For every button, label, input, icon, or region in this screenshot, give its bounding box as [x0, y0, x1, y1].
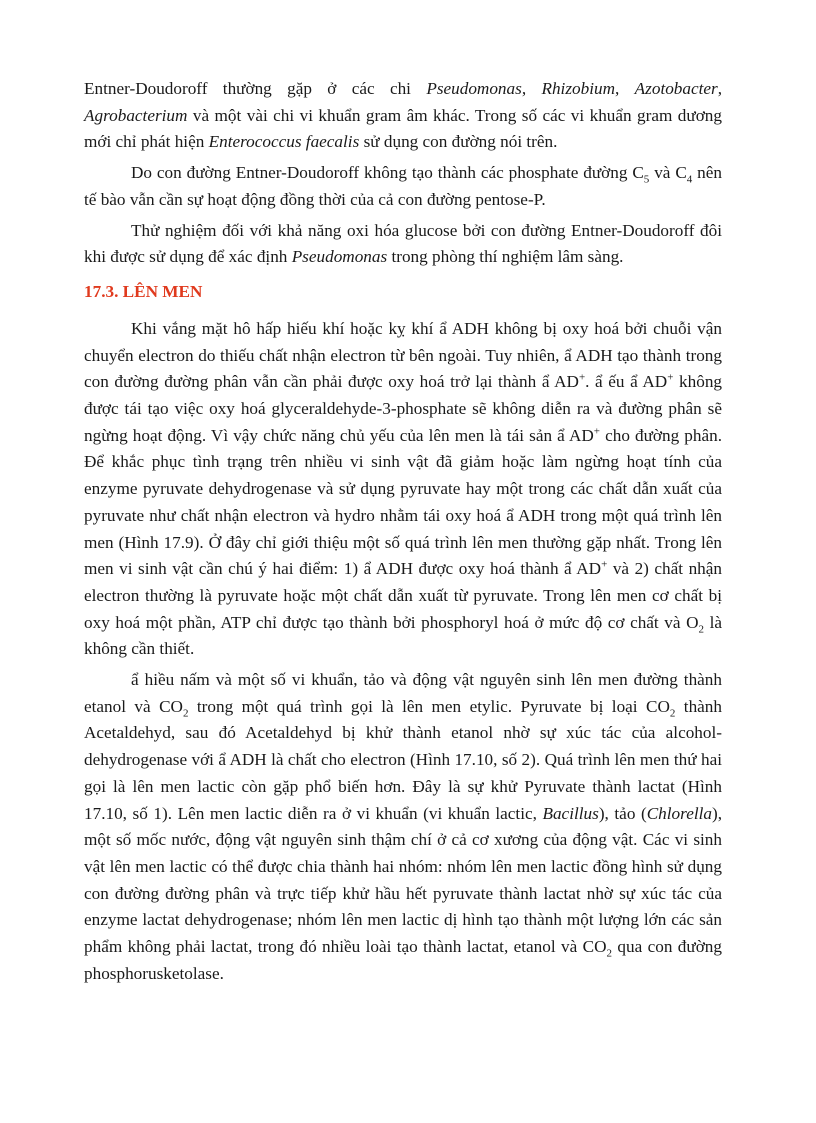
- paragraph-pentose-phosphate: Do con đường Entner-Doudoroff không tạo thành các phosphate đường $C_5$ và $C_4$ nên tế bào vẫn cần sự hoạt động đồng thời của cả con đường pentose-P.: [84, 163, 722, 209]
- paragraph-ethanol-lactic: ẩ hiều nấm và một số vi khuẩn, tảo và động vật nguyên sinh lên men đường thành etanol và $CO_2$ trong một quá trình gọi là lên men etylic. Pyruvate bị loại $CO_2$ thành Acetaldehyd, sau đó Acetaldehyd bị khử thành etanol nhờ sự xúc tác của alcohol-dehydrogenase với ẩ ADH là chất cho electron (Hình 17.10, số 2). Quá trình lên men thứ hai gọi là lên men lactic còn gặp phổ biến hơn. Đây là sự khử Pyruvate thành lactat (Hình 17.10, số 1). Lên men lactic diễn ra ở vi khuẩn (vi khuẩn lactic, Bacillus), tảo (Chlorella), một số mốc nước, động vật nguyên sinh thậm chí ở cả cơ xương của động vật. Các vi sinh vật lên men lactic có thể được chia thành hai nhóm: nhóm lên men lactic đồng hình sử dụng con đường đường phân và trực tiếp khử hầu hết pyruvate thành lactat nhờ sự xúc tác của enzyme lactat dehydrogenase; nhóm lên men lactic dị hình tạo thành một lượng lớn các sản phẩm không phải lactat, trong đó nhiều loài tạo thành lactat, etanol và $CO_2$ qua con đường phosphorusketolase.: [84, 670, 722, 983]
- paragraph-clinical-test: Thử nghiệm đối với khả năng oxi hóa glucose bởi con đường Entner-Doudoroff đôi khi được sử dụng để xác định Pseudomonas trong phòng thí nghiệm lâm sàng.: [84, 220, 722, 267]
- section-heading: 17.3. LÊN MEN: [84, 281, 203, 301]
- paragraphs-top: [84, 76, 722, 271]
- document-page: [84, 76, 722, 988]
- paragraph-fermentation-intro: Khi vắng mặt hô hấp hiếu khí hoặc kỵ khí ẩ ADH không bị oxy hoá bởi chuỗi vận chuyển electron do thiếu chất nhận electron từ bên ngoài. Tuy nhiên, ẩ ADH tạo thành trong con đường đường phân vẫn cần phải được oxy hoá trở lại thành ẩ AD+. ẩ ếu ẩ AD+ không được tái tạo việc oxy hoá glyceraldehyde-3-phosphate sẽ không diễn ra và đường phân sẽ ngừng hoạt động. Vì vậy chức năng chủ yếu của lên men là tái sản ẩ AD+ cho đường phân. Để khắc phục tình trạng trên nhiều vi sinh vật đã giảm hoặc làm ngừng hoạt tính của enzyme pyruvate dehydrogenase và sử dụng pyruvate hay một trong các chất dẫn xuất của pyruvate như chất nhận electron và hydro nhằm tái oxy hoá ẩ ADH trong một quá trình lên men (Hình 17.9). Ở đây chỉ giới thiệu một số quá trình lên men thường gặp nhất. Trong lên men vi sinh vật cần chú ý hai điểm: 1) ẩ ADH được oxy hoá thành ẩ AD+ và 2) chất nhận electron thường là pyruvate hoặc một chất dẫn xuất từ pyruvate. Trong lên men cơ chất bị oxy hoá một phần, ATP chỉ được tạo thành bởi phosphoryl hoá ở mức độ cơ chất và $O_2$ là không cần thiết.: [84, 318, 723, 659]
- paragraphs-bottom: [84, 316, 722, 988]
- paragraph-entner-doudoroff-genera: Entner-Doudoroff thường gặp ở các chi Pseudomonas, Rhizobium, Azotobacter, Agrobacterium và một vài chi vi khuẩn gram âm khác. Trong số các vi khuẩn gram dương mới chỉ phát hiện Enterococcus faecalis sử dụng con đường nói trên.: [84, 79, 723, 152]
